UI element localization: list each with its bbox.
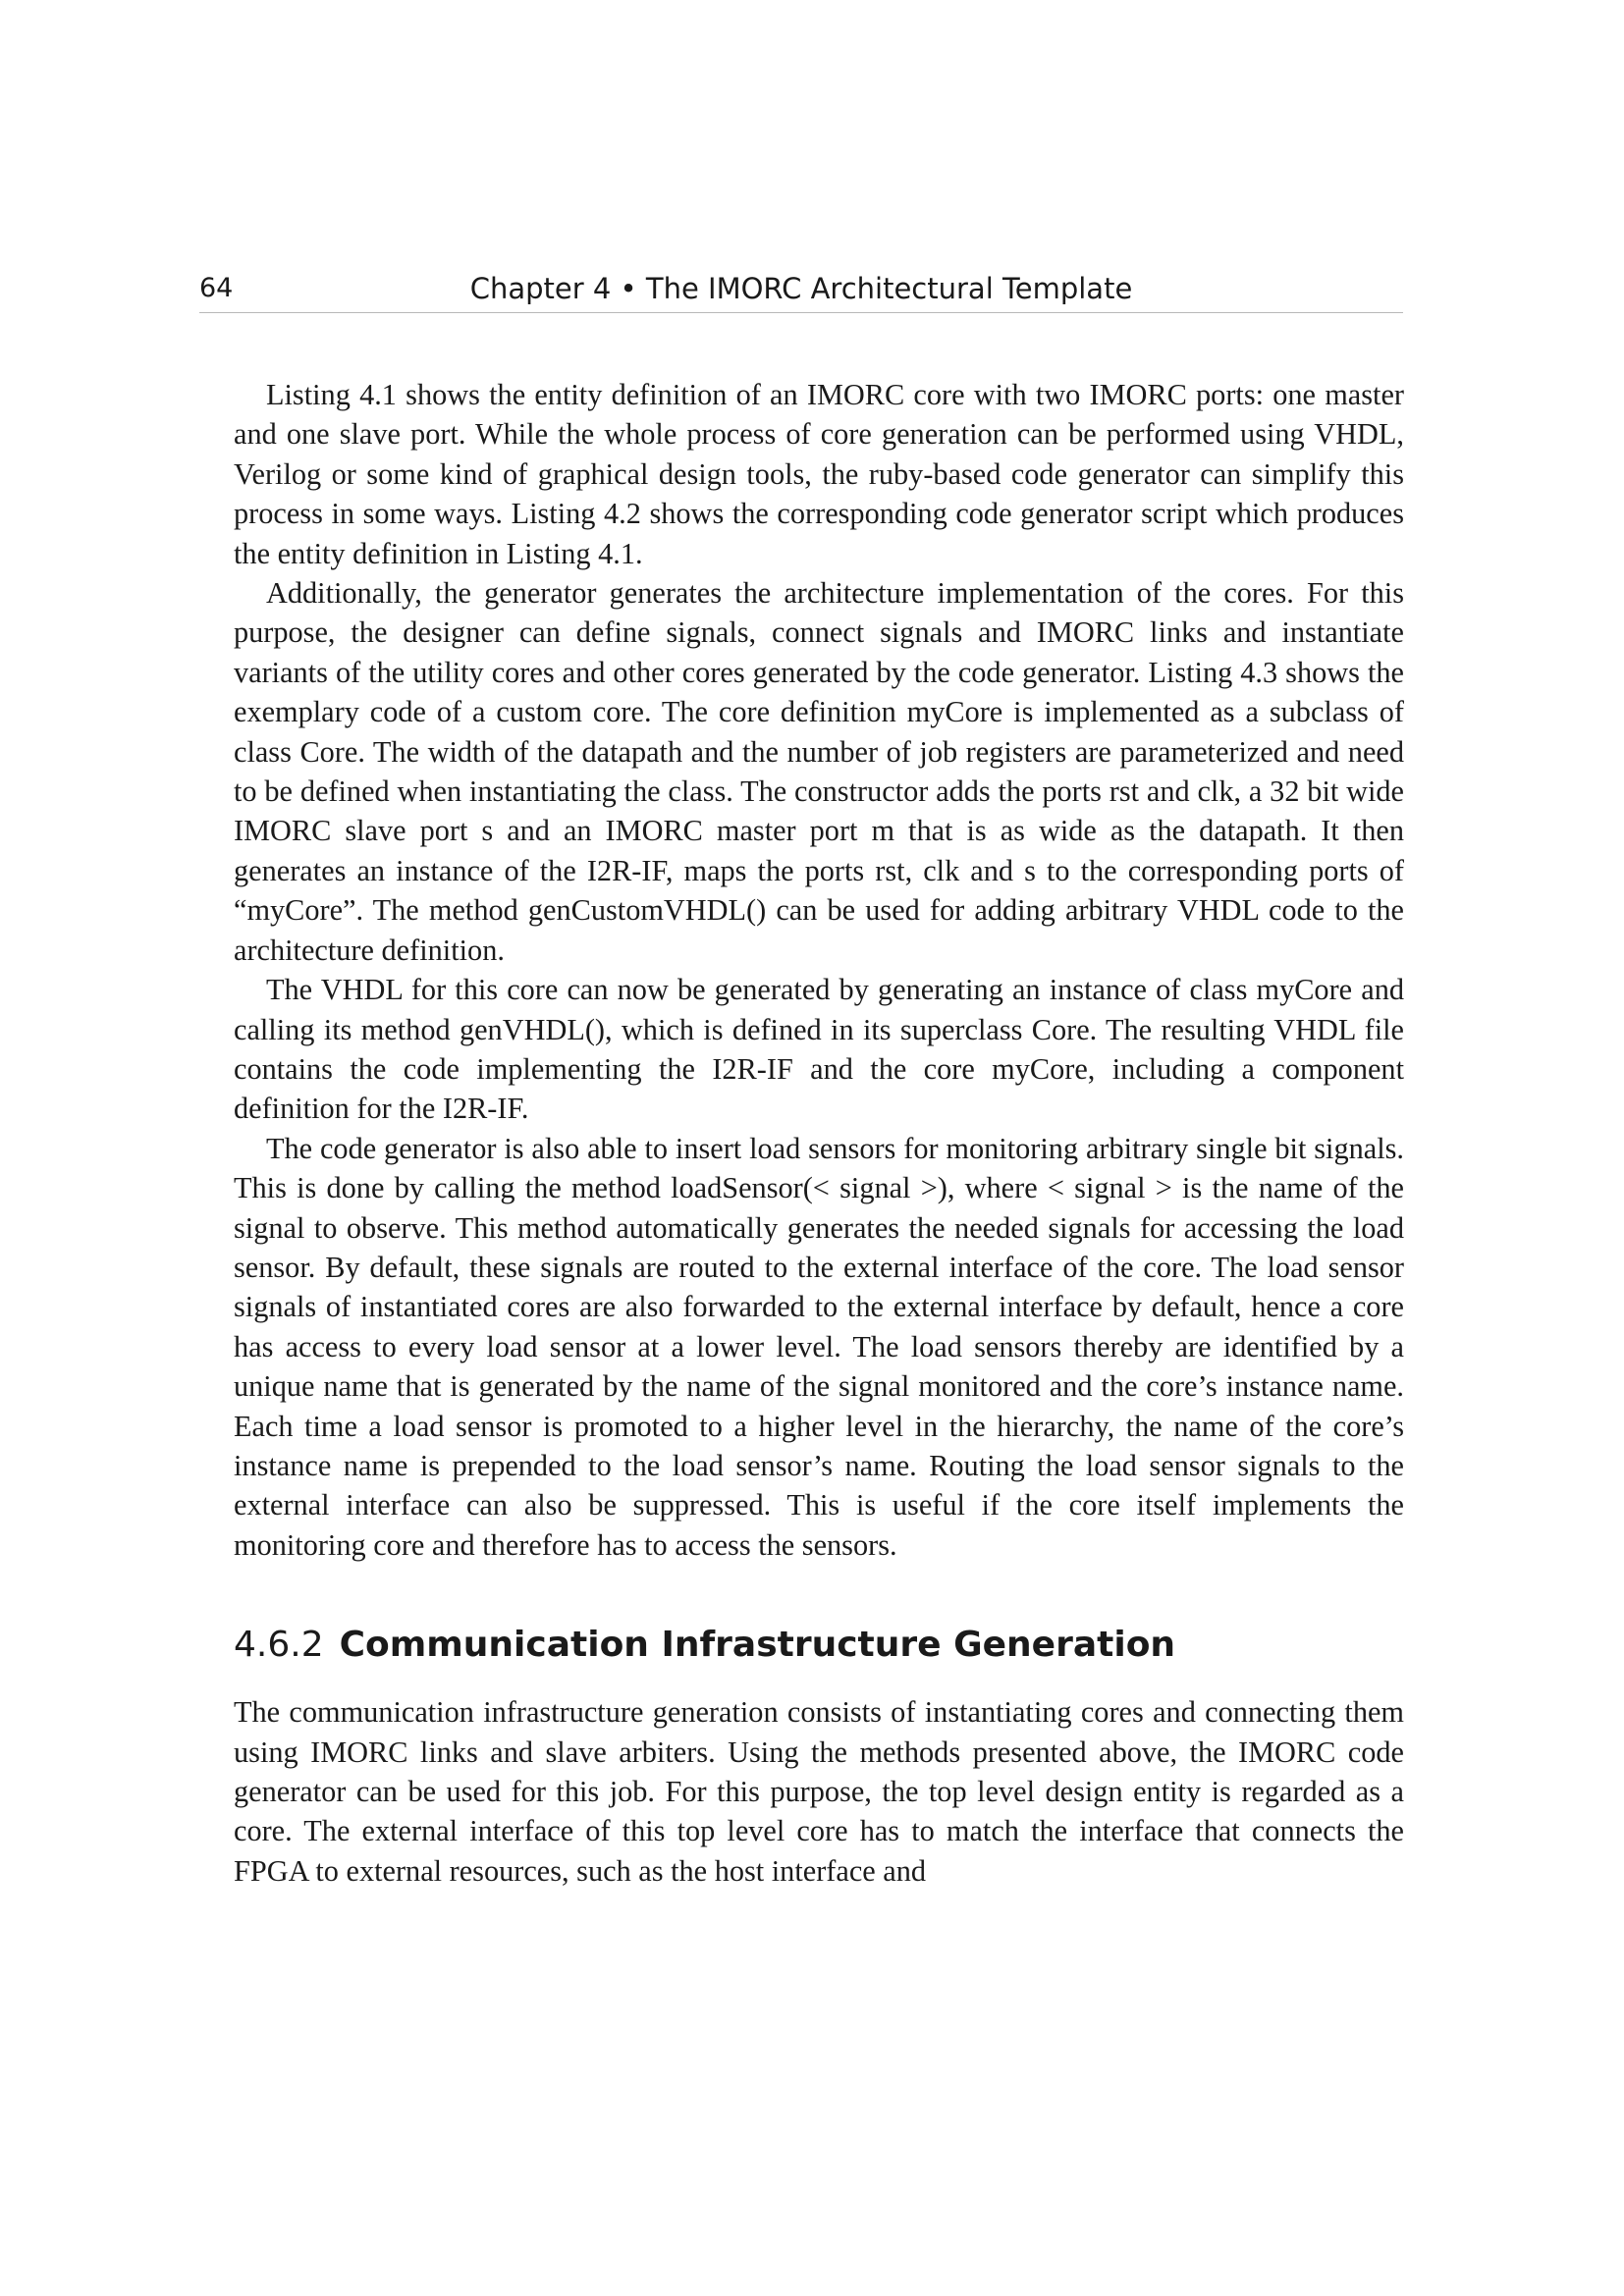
section-number: 4.6.2 (234, 1625, 324, 1666)
paragraph-listing-intro: Listing 4.1 shows the entity definition of an IMORC core with two IMORC ports: one master and one slave port. While the whole process of core generation can be performed using VHDL, Verilog or some kind of graphical design tools, the ruby-based code generator can simplify this process in some ways. Listing 4.2 shows the corresponding code generator script which produces the entity definition in Listing 4.1. (234, 378, 1404, 570)
section-heading (234, 1622, 1404, 1669)
body-text (234, 375, 1404, 1891)
section-title: Communication Infrastructure Generation (339, 1625, 1176, 1666)
running-title: Chapter 4 • The IMORC Architectural Template (469, 272, 1133, 305)
paragraph-communication-infrastructure: The communication infrastructure generation consists of instantiating cores and connecting them using IMORC links and slave arbiters. Using the methods presented above, the IMORC code generator can be used for this job. For this purpose, the top level design entity is regarded as a core. The external interface of this top level core has to match the interface that connects the FPGA to external resources, such as the host interface and (234, 1695, 1404, 1888)
running-header (199, 267, 1403, 313)
page-number: 64 (199, 273, 234, 303)
paragraph-load-sensors: The code generator is also able to insert load sensors for monitoring arbitrary single bit signals. This is done by calling the method loadSensor(< signal >), where < signal > is the name of the signal to observe. This method automatically generates the needed signals for accessing the load sensor. By default, these signals are routed to the external interface of the core. The load sensor signals of instantiated cores are also forwarded to the external interface by default, hence a core has access to every load sensor at a lower level. The load sensors thereby are identified by a unique name that is generated by the name of the signal monitored and the core’s instance name. Each time a load sensor is promoted to a higher level in the hierarchy, the name of the core’s instance name is prepended to the load sensor’s name. Routing the load sensor signals to the external interface can also be suppressed. This is useful if the core itself implements the monitoring core and therefore has to access the sensors. (234, 1131, 1404, 1562)
paragraph-architecture-generation: Additionally, the generator generates the architecture implementation of the cores. For this purpose, the designer can define signals, connect signals and IMORC links and instantiate variants of the utility cores and other cores generated by the code generator. Listing 4.3 shows the exemplary code of a custom core. The core definition myCore is implemented as a subclass of class Core. The width of the datapath and the number of job registers are parameterized and need to be defined when instantiating the class. The constructor adds the ports rst and clk, a 32 bit wide IMORC slave port s and an IMORC master port m that is as wide as the datapath. It then generates an instance of the I2R-IF, maps the ports rst, clk and s to the corresponding ports of “myCore”. The method genCustomVHDL() can be used for adding arbitrary VHDL code to the architecture definition. (234, 576, 1404, 967)
paragraph-vhdl-generation: The VHDL for this core can now be generated by generating an instance of class myCore and calling its method genVHDL(), which is defined in its superclass Core. The resulting VHDL file contains the code implementing the I2R-IF and the core myCore, including a component definition for the I2R-IF. (234, 973, 1404, 1126)
